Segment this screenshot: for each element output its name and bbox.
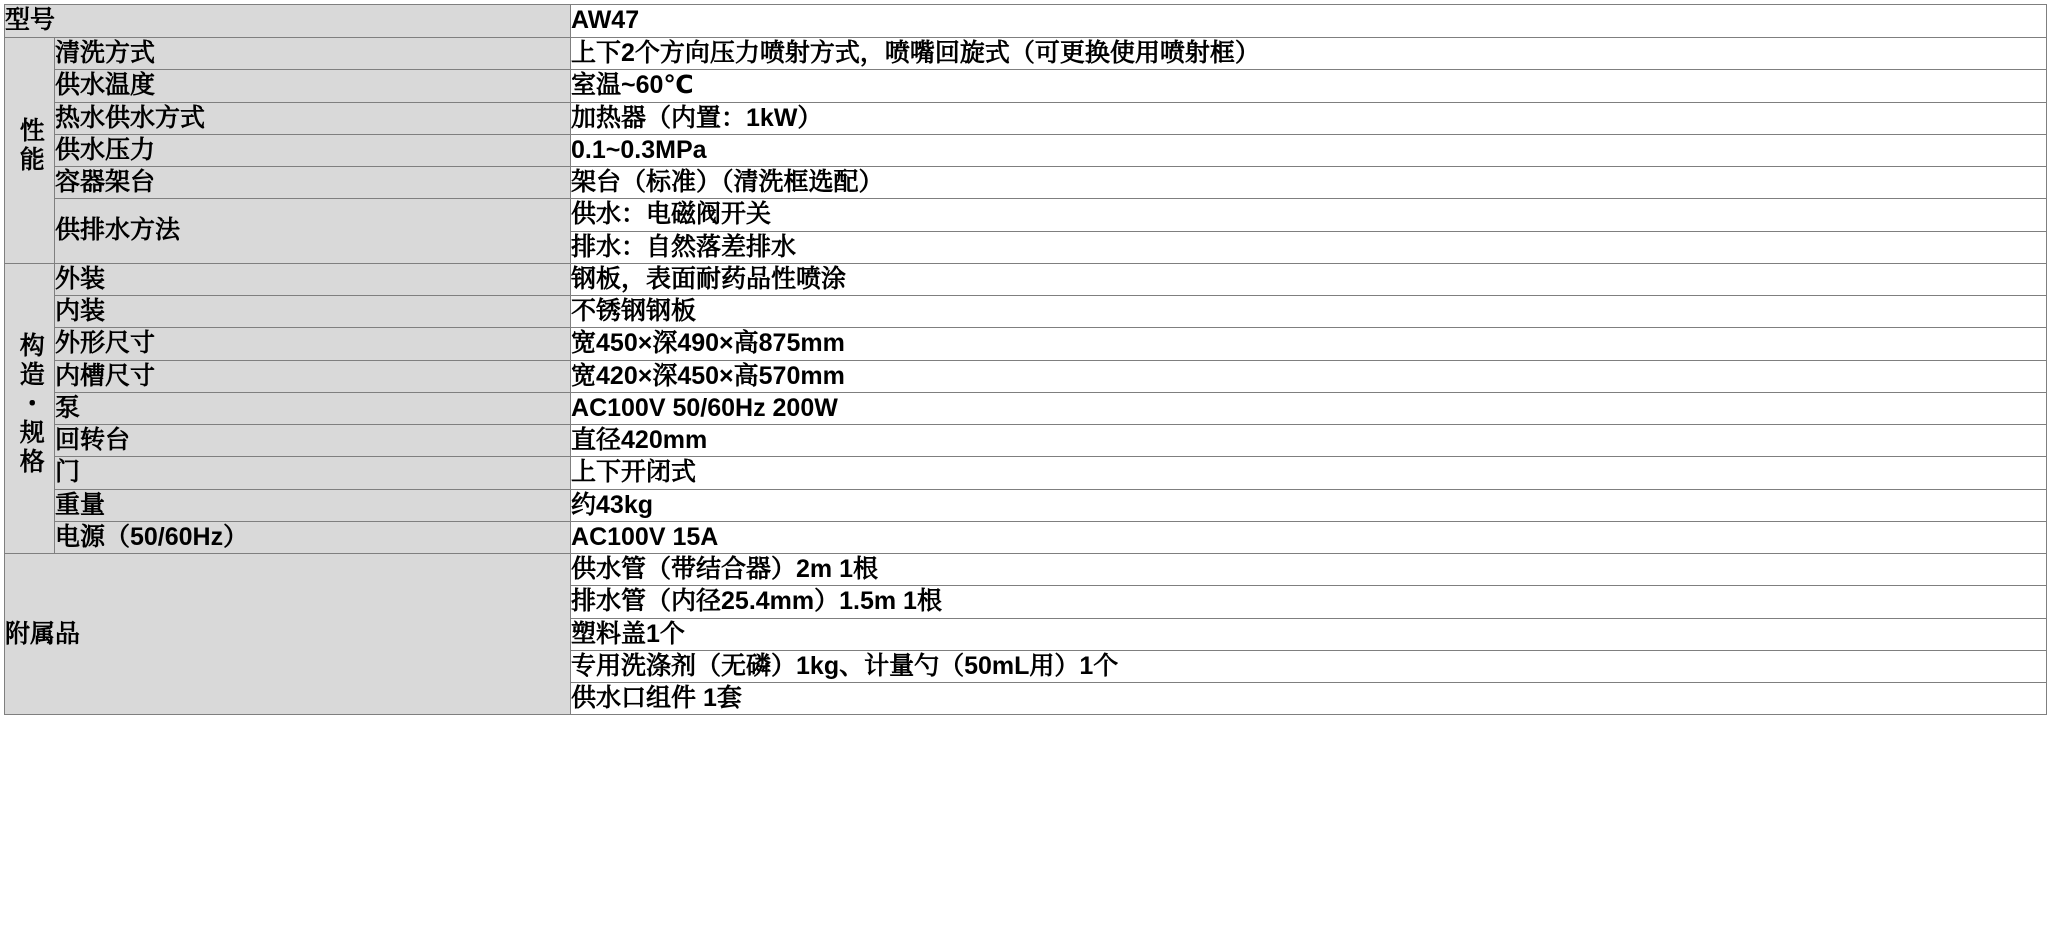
accessories-label: 附属品 [5, 619, 81, 648]
spec-item-text: 门 [55, 458, 81, 487]
table-row [5, 360, 2047, 392]
spec-item-label [55, 296, 571, 328]
spec-item-text: 容器架台 [55, 168, 156, 196]
spec-value-cell [571, 489, 2047, 521]
specification-table-container [0, 4, 2056, 715]
spec-item-text: 重量 [55, 490, 106, 519]
spec-value-text: 加热器（内置：1kW） [571, 103, 823, 132]
accessory-value-cell [571, 683, 2047, 715]
table-row [5, 102, 2047, 134]
spec-item-label [55, 328, 571, 360]
spec-item-text: 内槽尺寸 [55, 361, 156, 390]
spec-item-label [55, 102, 571, 134]
accessory-value-text: 塑料盖1个 [571, 619, 685, 648]
accessory-value-cell [571, 586, 2047, 618]
spec-value-cell [571, 167, 2047, 199]
table-row [5, 134, 2047, 166]
accessory-value-text: 专用洗涤剂（无磷）1kg、计量勺（50mL用）1个 [571, 651, 1119, 680]
spec-value-cell [571, 70, 2047, 102]
table-row [5, 521, 2047, 553]
spec-item-text: 供水温度 [55, 71, 156, 100]
spec-value-text: 上下2个方向压力喷射方式，喷嘴回旋式（可更换使用喷射框） [571, 39, 1260, 67]
table-row [5, 70, 2047, 102]
spec-item-text: 供排水方法 [55, 216, 181, 245]
spec-item-text: 回转台 [55, 426, 131, 454]
spec-value-text: 约43kg [571, 490, 653, 519]
table-row [5, 199, 2047, 231]
spec-value-cell [571, 134, 2047, 166]
model-label-cell [5, 5, 571, 38]
spec-item-text: 内装 [55, 297, 106, 325]
table-row [5, 554, 2047, 586]
spec-value-cell [571, 102, 2047, 134]
model-value-cell [571, 5, 2047, 38]
specification-table [4, 4, 2047, 715]
spec-value-text: 架台（标准）（清洗框选配） [571, 168, 884, 196]
table-row [5, 425, 2047, 457]
spec-item-label [55, 38, 571, 70]
table-row [5, 296, 2047, 328]
spec-item-label [55, 425, 571, 457]
spec-item-label [55, 70, 571, 102]
group-label-performance [5, 38, 55, 264]
spec-value-cell [571, 425, 2047, 457]
spec-item-text: 清洗方式 [55, 39, 156, 67]
spec-value-cell [571, 328, 2047, 360]
spec-value-text: 上下开闭式 [571, 458, 697, 487]
accessory-value-cell [571, 554, 2047, 586]
spec-value-cell [571, 38, 2047, 70]
spec-value-text: 钢板，表面耐药品性喷涂 [571, 264, 847, 293]
spec-item-label [55, 167, 571, 199]
model-label: 型号 [5, 6, 56, 35]
spec-item-text: 外装 [55, 264, 106, 293]
table-row [5, 392, 2047, 424]
group-label-text: 构造・规格 [16, 331, 45, 477]
spec-value-cell [571, 231, 2047, 263]
table-row [5, 457, 2047, 489]
spec-value-cell [571, 392, 2047, 424]
spec-item-text: 热水供水方式 [55, 103, 206, 132]
spec-item-label [55, 489, 571, 521]
spec-item-text: 电源（50/60Hz） [55, 522, 249, 551]
accessory-value-text: 供水管（带结合器）2m 1根 [571, 555, 878, 583]
group-label-construction [5, 263, 55, 553]
spec-value-text: 不锈钢钢板 [571, 297, 697, 325]
spec-item-label [55, 199, 571, 264]
spec-item-label [55, 457, 571, 489]
spec-item-label [55, 392, 571, 424]
spec-value-text: 直径420mm [571, 426, 708, 454]
spec-value-cell [571, 457, 2047, 489]
spec-value-text: 宽450×深490×高875mm [571, 329, 845, 358]
accessories-label-cell [5, 554, 571, 715]
table-row-model [5, 5, 2047, 38]
model-value: AW47 [571, 6, 640, 35]
spec-value-text: 室温~60℃ [571, 71, 694, 100]
spec-item-label [55, 521, 571, 553]
spec-item-text: 供水压力 [55, 135, 156, 164]
table-row [5, 328, 2047, 360]
accessory-value-text: 供水口组件 1套 [571, 684, 742, 712]
spec-value-text: 供水：电磁阀开关 [571, 200, 772, 229]
spec-value-cell [571, 263, 2047, 295]
spec-value-cell [571, 199, 2047, 231]
accessory-value-cell [571, 650, 2047, 682]
group-label-text: 性能 [16, 117, 45, 176]
spec-value-text: 宽420×深450×高570mm [571, 361, 845, 390]
spec-item-text: 泵 [55, 393, 81, 422]
spec-value-text: AC100V 15A [571, 522, 719, 551]
spec-value-cell [571, 360, 2047, 392]
spec-item-label [55, 134, 571, 166]
accessory-value-cell [571, 618, 2047, 650]
spec-item-label [55, 263, 571, 295]
spec-value-text: 0.1~0.3MPa [571, 135, 707, 164]
table-row [5, 263, 2047, 295]
table-row [5, 489, 2047, 521]
spec-item-label [55, 360, 571, 392]
spec-value-cell [571, 296, 2047, 328]
spec-value-cell [571, 521, 2047, 553]
spec-item-text: 外形尺寸 [55, 329, 156, 358]
spec-value-text: AC100V 50/60Hz 200W [571, 393, 838, 422]
accessory-value-text: 排水管（内径25.4mm）1.5m 1根 [571, 587, 942, 616]
table-row [5, 167, 2047, 199]
spec-value-text: 排水：自然落差排水 [571, 232, 797, 261]
table-row [5, 38, 2047, 70]
